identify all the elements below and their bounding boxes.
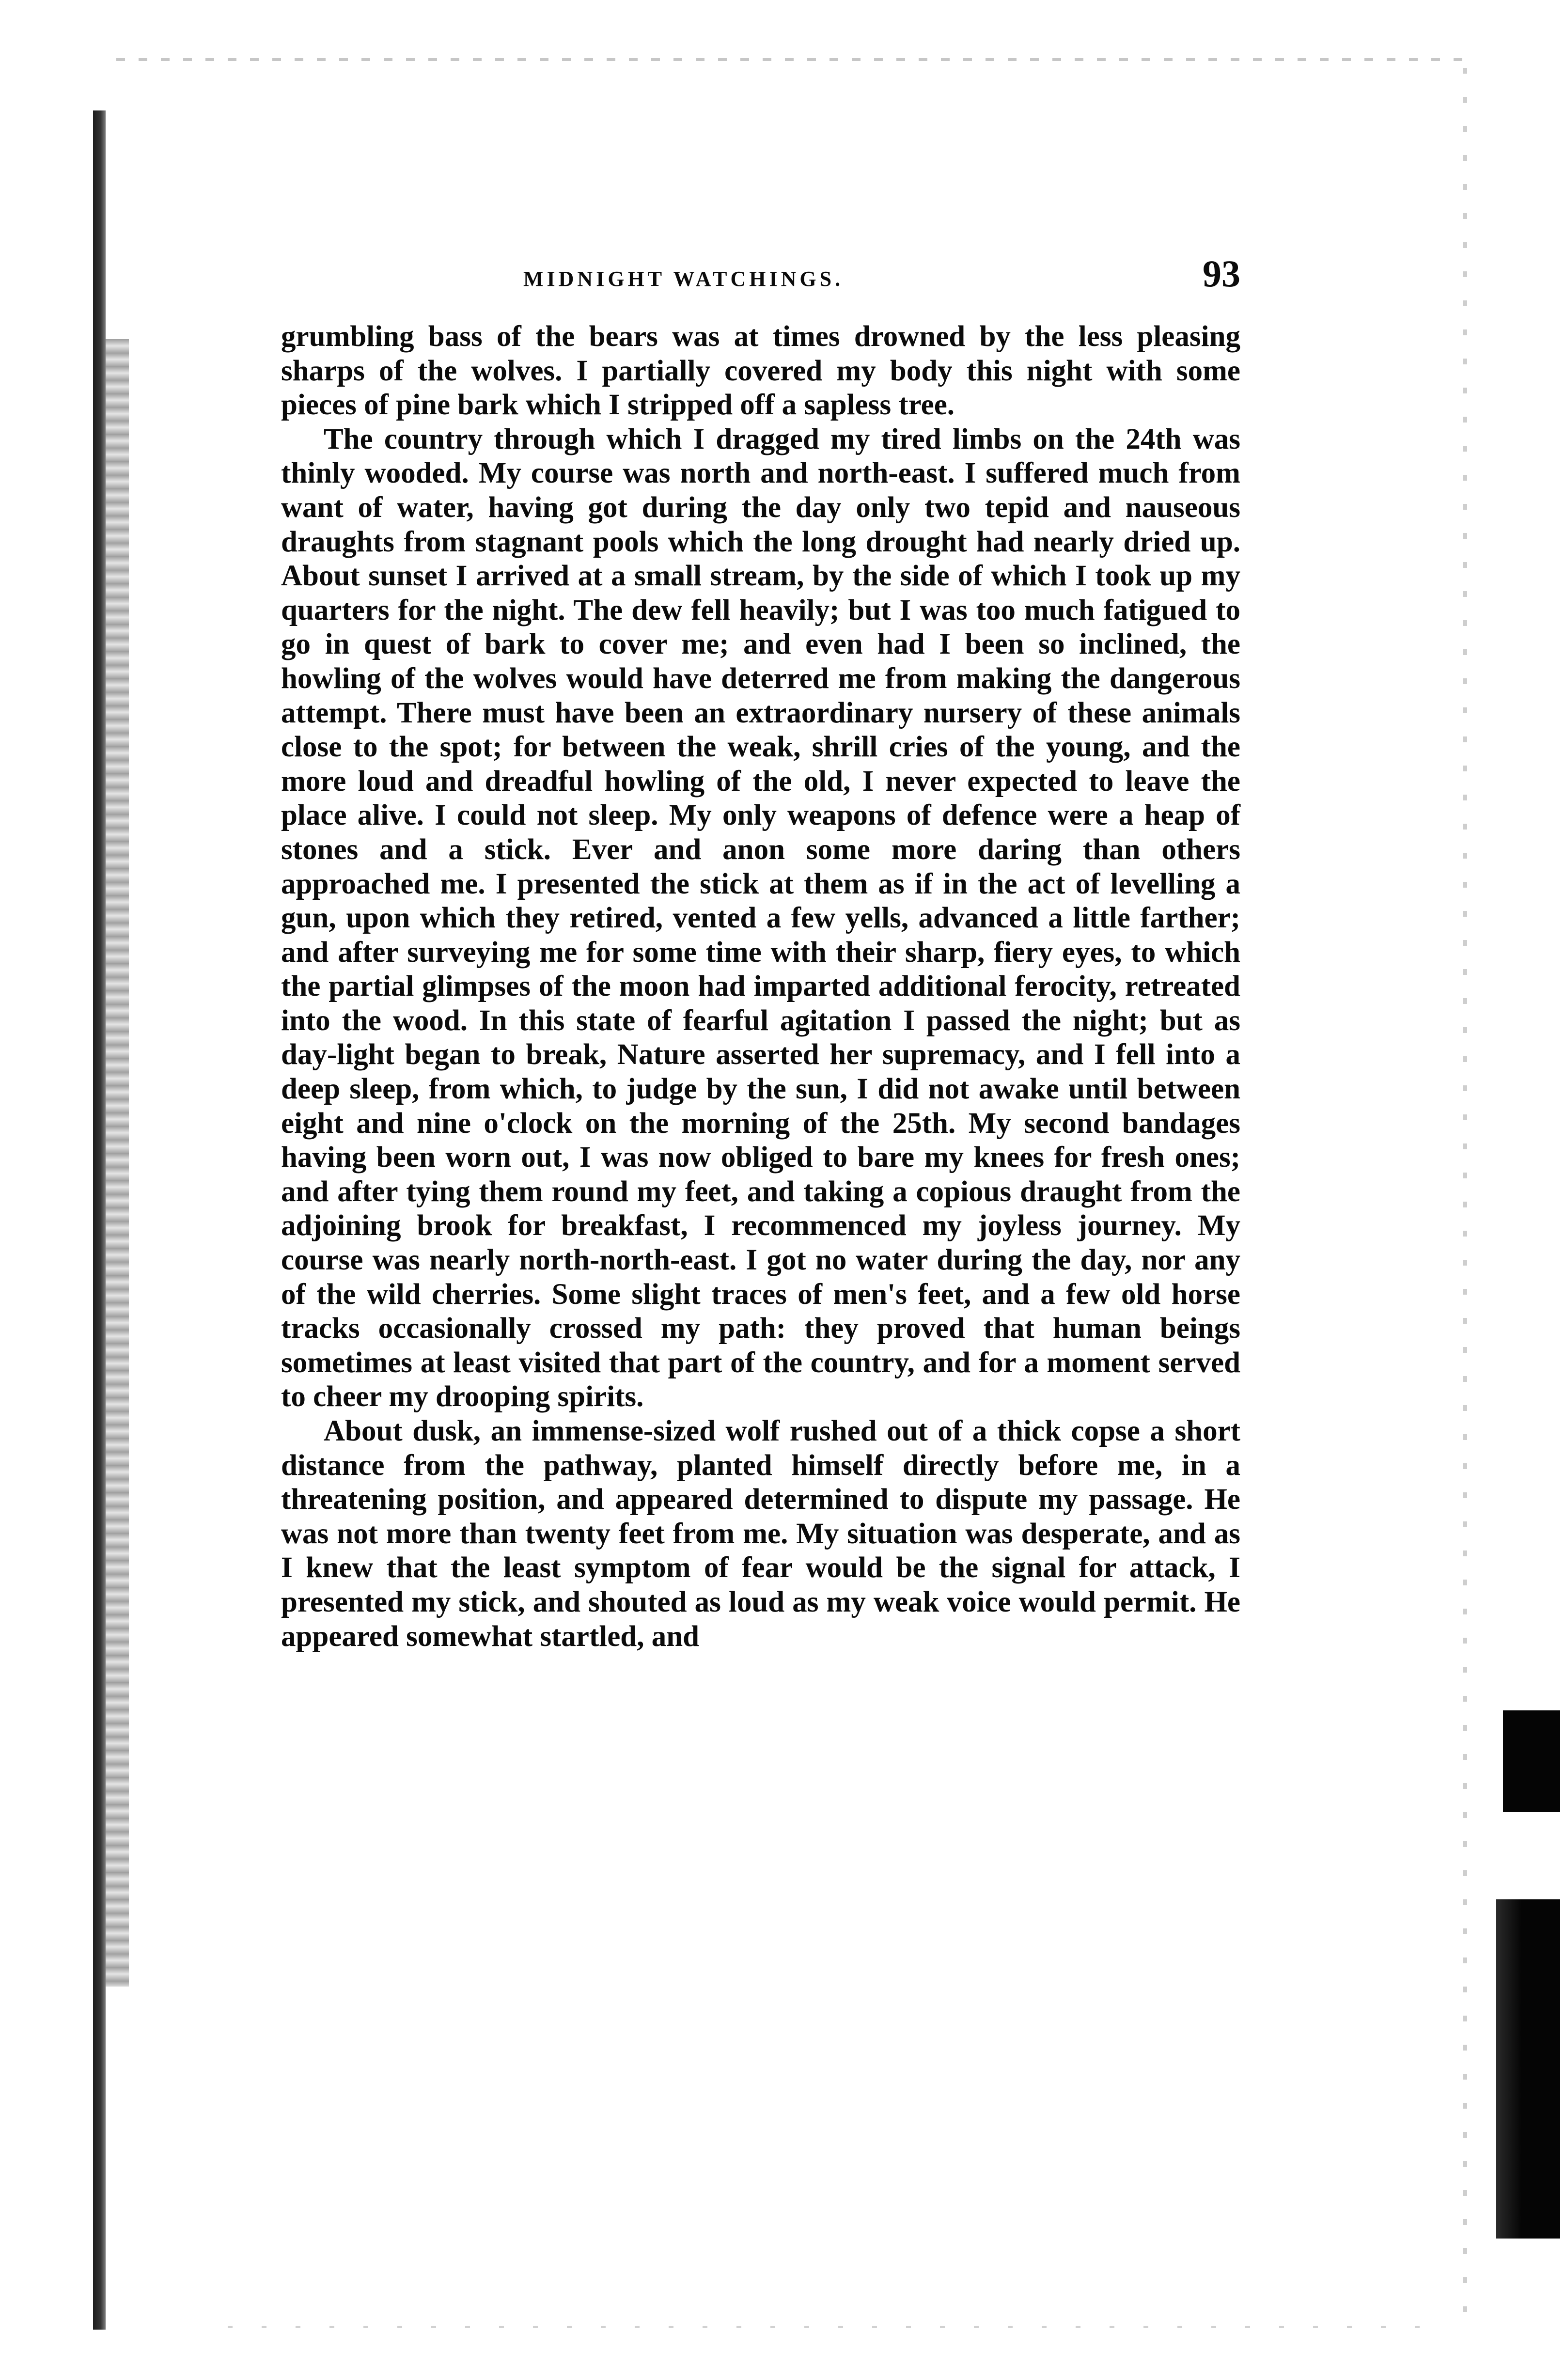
running-head [281, 252, 1240, 296]
body-text [281, 320, 1240, 1654]
right-scan-edge [1463, 68, 1467, 2321]
page-edge-dark-mark [1503, 1710, 1560, 1812]
paragraph: The country through which I dragged my tired limbs on the 24th was thinly wooded. My course was north and north-east. I suffered much from want of water, having got during the day only two tepid and nauseous draughts from stagnant pools which the long drought had nearly dried up. About sunset I arrived at a small stream, by the side of which I took up my quarters for the night. The dew fell heavily; but I was too much fatigued to go in quest of bark to cover me; and even had I been so inclined, the howling of the wolves would have deterred me from making the dangerous attempt. There must have been an extraordinary nursery of these animals close to the spot; for between the weak, shrill cries of the young, and the more loud and dreadful howling of the old, I never expected to leave the place alive. I could not sleep. My only weapons of defence were a heap of stones and a stick. Ever and anon some more daring than others approached me. I presented the stick at them as if in the act of levelling a gun, upon which they retired, vented a few yells, advanced a little farther; and after surveying me for some time with their sharp, fiery eyes, to which the partial glimpses of the moon had imparted additional ferocity, retreated into the wood. In this state of fearful agitation I passed the night; but as day-light began to break, Nature asserted her supremacy, and I fell into a deep sleep, from which, to judge by the sun, I did not awake until between eight and nine o'clock on the morning of the 25th. My second bandages having been worn out, I was now obliged to bare my knees for fresh ones; and after tying them round my feet, and taking a copious draught from the adjoining brook for breakfast, I recommenced my joyless journey. My course was nearly north-north-east. I got no water during the day, nor any of the wild cherries. Some slight traces of men's feet, and a few old horse tracks occasionally crossed my path: they proved that human beings sometimes at least visited that part of the country, and for a moment served to cheer my drooping spirits. [281, 423, 1240, 1413]
running-title: MIDNIGHT WATCHINGS. [523, 267, 844, 291]
paragraph: grumbling bass of the bears was at times drowned by the less pleasing sharps of the wolves. I partially covered my body this night with some pieces of pine bark which I stripped off a sapless tree. [281, 320, 1240, 422]
page-number: 93 [1203, 252, 1240, 295]
binding-edge-texture [106, 339, 129, 1987]
bottom-scan-edge [228, 2326, 1439, 2328]
page-edge-dark-mark [1496, 1899, 1560, 2239]
book-binding-shadow [93, 110, 106, 2330]
top-scan-edge [116, 58, 1473, 61]
paragraph: About dusk, an immense-sized wolf rushed out of a thick copse a short distance from the pathway, planted himself directly before me, in a threatening position, and appeared determined to dispute my passage. He was not more than twenty feet from me. My situation was desperate, and as I knew that the least symptom of fear would be the signal for attack, I presented my stick, and shouted as loud as my weak voice would permit. He appeared somewhat startled, and [281, 1415, 1240, 1653]
